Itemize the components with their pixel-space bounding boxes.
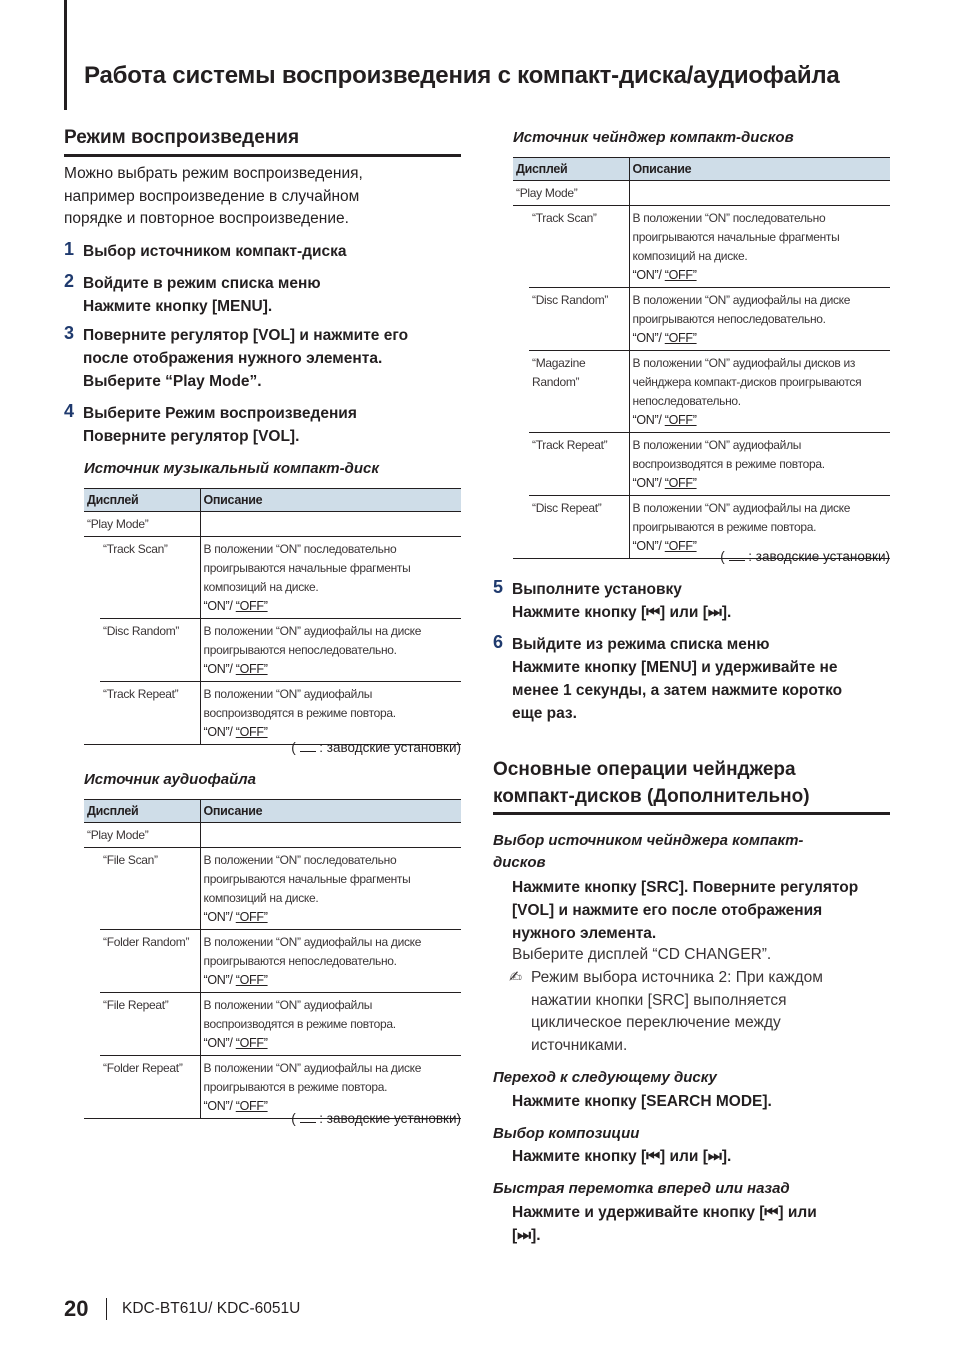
off-default-value: “OFF” [235,1036,268,1050]
on-value: “ON” [203,973,230,987]
op-title-fast-forward-rewind: Быстрая перемотка вперед или назад [493,1180,790,1197]
indent-cell [84,619,100,682]
step-line: Выйдите из режима списка меню [512,636,770,653]
desc-line: проигрываются непоследовательно. [203,954,397,968]
underline-sample [300,741,316,752]
off-default-value: “OFF” [235,725,268,739]
indent-cell [84,930,100,993]
option-name: “File Repeat” [100,993,200,1056]
default-settings-note: ( : заводские установки) [291,740,461,755]
on-off-values [633,266,888,285]
option-name: “Track Scan” [100,537,200,619]
name-line: “Track Scan” [532,211,597,225]
option-name [529,351,629,433]
name-line: “Disc Repeat” [532,501,602,515]
off-default-value: “OFF” [235,1099,268,1113]
group-description-empty [200,512,461,537]
name-line: “Magazine [532,356,586,370]
column-header-description: Описание [629,158,890,181]
step-1-text [83,240,347,263]
name-line: “Disc Random” [532,293,609,307]
option-description [200,619,461,682]
off-default-value: “OFF” [664,331,697,345]
step-number: 1 [64,239,75,259]
step-line: еще раз. [512,705,577,722]
step-line: Выбор источником компакт-диска [83,243,347,260]
op-title-select-track: Выбор композиции [493,1125,640,1142]
on-value: “ON” [632,413,659,427]
op-instruction-next-disc: Нажмите кнопку [SEARCH MODE]. [512,1093,772,1110]
note-line: циклическое переключение между [531,1014,781,1031]
note-text: : заводские установки) [315,740,461,755]
option-description [200,993,461,1056]
indent-cell [513,351,529,433]
option-description [629,433,890,496]
indent-cell [513,288,529,351]
separator: / [229,910,236,924]
instruction-line: Нажмите кнопку [SRC]. Поверните регулятор [512,879,859,896]
separator: / [229,1099,236,1113]
section-title-playback-mode: Режим воспроизведения [64,124,461,157]
op-detail-select-source: Выберите дисплей “CD CHANGER”. [512,946,772,963]
playmode-table-audio-file [84,799,461,1119]
desc-line: воспроизводятся в режиме повтора. [203,706,396,720]
group-label-play-mode: “Play Mode” [84,512,200,537]
on-value: “ON” [203,910,230,924]
option-description [629,206,890,288]
off-default-value: “OFF” [664,539,697,553]
instruction-line: Нажмите и удерживайте кнопку [⏮] или [512,1204,817,1221]
desc-line: воспроизводятся в режиме повтора. [632,457,825,471]
instruction-line: нужного элемента. [512,925,657,942]
on-off-values [633,329,888,348]
option-name: “Disc Random” [100,619,200,682]
on-value: “ON” [203,1099,230,1113]
name-line: Random” [532,375,580,389]
desc-line: В положении “ON” последовательно [203,542,397,556]
desc-line: воспроизводятся в режиме повтора. [203,1017,396,1031]
note-icon: ✍ [509,969,522,986]
option-name [529,288,629,351]
option-name: “File Scan” [100,848,200,930]
off-default-value: “OFF” [235,662,268,676]
option-name [529,206,629,288]
separator: / [229,973,236,987]
op-note-select-source [531,967,823,1057]
separator: / [658,476,665,490]
column-header-description: Описание [200,489,461,512]
desc-line: В положении “ON” последовательно [203,853,397,867]
step-line: Поверните регулятор [VOL]. [83,428,300,445]
on-off-values [204,1034,459,1053]
desc-line: В положении “ON” аудиофайлы на диске [203,624,422,638]
off-default-value: “OFF” [235,973,268,987]
op-title-next-disc: Переход к следующему диску [493,1069,717,1086]
title-line: компакт-дисков (Дополнительно) [493,786,810,807]
step-line: Войдите в режим списка меню [83,275,321,292]
option-description [200,682,461,745]
indent-cell [513,433,529,496]
step-line: менее 1 секунды, а затем нажмите коротко [512,682,843,699]
off-default-value: “OFF” [235,910,268,924]
name-line: “Track Repeat” [532,438,608,452]
op-instruction-fast-forward-rewind [512,1201,817,1247]
on-value: “ON” [632,331,659,345]
instruction-line: [VOL] и нажмите его после отображения [512,902,823,919]
op-instruction-select-track: Нажмите кнопку [⏮] или [⏭]. [512,1148,732,1165]
note-line: нажатии кнопки [SRC] выполняется [531,991,787,1009]
option-description [629,288,890,351]
underline-sample [300,1112,316,1123]
column-header-display: Дисплей [84,800,200,823]
table-caption-cd-changer: Источник чейнджер компакт-дисков [513,129,794,146]
model-name: KDC-BT61U/ KDC-6051U [122,1300,301,1317]
default-settings-note: ( : заводские установки) [720,549,890,564]
step-number: 5 [493,577,504,597]
option-name: “Folder Random” [100,930,200,993]
separator: / [658,539,665,553]
option-description [629,351,890,433]
group-label-play-mode: “Play Mode” [513,181,629,206]
option-name: “Folder Repeat” [100,1056,200,1119]
desc-line: непоследовательно. [632,394,741,408]
on-value: “ON” [632,476,659,490]
step-line: Нажмите кнопку [⏮] или [⏭]. [512,604,732,621]
desc-line: В положении “ON” аудиофайлы [203,998,373,1012]
group-description-empty [629,181,890,206]
step-5-text [512,578,731,624]
indent-cell [84,848,100,930]
desc-line: проигрываются начальные фрагменты [632,230,840,244]
separator: / [229,599,236,613]
step-6-text [512,633,842,725]
step-line: Нажмите кнопку [MENU] и удерживайте не [512,659,838,676]
on-off-values [633,474,888,493]
step-4-text [83,402,357,448]
off-default-value: “OFF” [664,413,697,427]
table-caption-music-cd: Источник музыкальный компакт-диск [84,460,379,477]
off-default-value: “OFF” [664,268,697,282]
step-line: Выберите “Play Mode”. [83,373,262,390]
on-off-values [204,971,459,990]
separator: / [658,413,665,427]
option-name [529,496,629,559]
desc-line: композиций на диске. [632,249,748,263]
option-description [200,537,461,619]
desc-line: композиций на диске. [203,891,319,905]
off-default-value: “OFF” [235,599,268,613]
desc-line: В положении “ON” аудиофайлы на диске [632,501,851,515]
column-header-display: Дисплей [84,489,200,512]
intro-paragraph: Можно выбрать режим воспроизведения, например воспроизведение в случайном порядке и повторное воспроизведение. [64,165,363,227]
desc-line: композиций на диске. [203,580,319,594]
underline-sample [729,550,745,561]
on-value: “ON” [203,662,230,676]
separator: / [229,662,236,676]
step-3-text [83,324,408,393]
on-value: “ON” [203,1036,230,1050]
on-value: “ON” [632,268,659,282]
playmode-table-music-cd [84,488,461,745]
indent-cell [84,1056,100,1119]
desc-line: проигрываются в режиме повтора. [203,1080,388,1094]
desc-line: проигрываются непоследовательно. [632,312,826,326]
option-description [200,1056,461,1119]
on-value: “ON” [632,539,659,553]
note-text: : заводские установки) [315,1111,461,1126]
separator: / [658,331,665,345]
step-line: Выберите Режим воспроизведения [83,405,357,422]
indent-cell [84,682,100,745]
group-description-empty [200,823,461,848]
separator: / [658,268,665,282]
step-number: 3 [64,323,75,343]
step-2-text [83,272,321,318]
desc-line: В положении “ON” последовательно [632,211,826,225]
step-number: 2 [64,271,75,291]
column-header-display: Дисплей [513,158,629,181]
group-label-play-mode: “Play Mode” [84,823,200,848]
title-bar-accent [64,0,67,110]
title-line: дисков [493,854,546,871]
step-line: Поверните регулятор [VOL] и нажмите его [83,327,409,344]
option-description [200,930,461,993]
section-title-cd-changer [493,756,890,815]
option-description [200,848,461,930]
instruction-line: [⏭]. [512,1227,541,1244]
step-number: 4 [64,401,75,421]
on-off-values [204,660,459,679]
step-number: 6 [493,632,504,652]
column-header-description: Описание [200,800,461,823]
op-title-select-source [493,830,803,874]
desc-line: В положении “ON” аудиофайлы [203,687,373,701]
on-value: “ON” [203,725,230,739]
desc-line: проигрываются начальные фрагменты [203,561,411,575]
default-settings-note: ( : заводские установки) [291,1111,461,1126]
step-line: после отображения нужного элемента. [83,350,383,367]
indent-cell [513,496,529,559]
desc-line: чейнджера компакт-дисков проигрываются [632,375,862,389]
page-number: 20 [64,1296,89,1321]
note-text: : заводские установки) [744,549,890,564]
option-name [529,433,629,496]
on-value: “ON” [203,599,230,613]
note-line: источниками. [531,1036,628,1054]
desc-line: В положении “ON” аудиофайлы на диске [632,293,851,307]
desc-line: проигрываются непоследовательно. [203,643,397,657]
on-off-values [633,411,888,430]
indent-cell [513,206,529,288]
desc-line: проигрываются в режиме повтора. [632,520,817,534]
desc-line: В положении “ON” аудиофайлы на диске [203,935,422,949]
option-name: “Track Repeat” [100,682,200,745]
playmode-table-cd-changer [513,157,890,559]
indent-cell [84,993,100,1056]
indent-cell [84,537,100,619]
table-caption-audio-file: Источник аудиофайла [84,771,256,788]
page-title: Работа системы воспроизведения с компакт-диска/аудиофайла [84,62,840,89]
off-default-value: “OFF” [664,476,697,490]
note-line: Режим выбора источника 2: При каждом [531,969,823,986]
on-off-values [204,597,459,616]
title-line: Основные операции чейнджера [493,759,796,780]
separator: / [229,725,236,739]
on-off-values [204,908,459,927]
desc-line: В положении “ON” аудиофайлы дисков из [632,356,856,370]
desc-line: проигрываются начальные фрагменты [203,872,411,886]
desc-line: В положении “ON” аудиофайлы [632,438,802,452]
title-line: Выбор источником чейнджера компакт- [493,832,804,849]
desc-line: В положении “ON” аудиофайлы на диске [203,1061,422,1075]
step-line: Нажмите кнопку [MENU]. [83,298,273,315]
op-instruction-select-source [512,876,858,945]
step-line: Выполните установку [512,581,682,598]
separator: / [229,1036,236,1050]
footer-divider [106,1298,107,1320]
